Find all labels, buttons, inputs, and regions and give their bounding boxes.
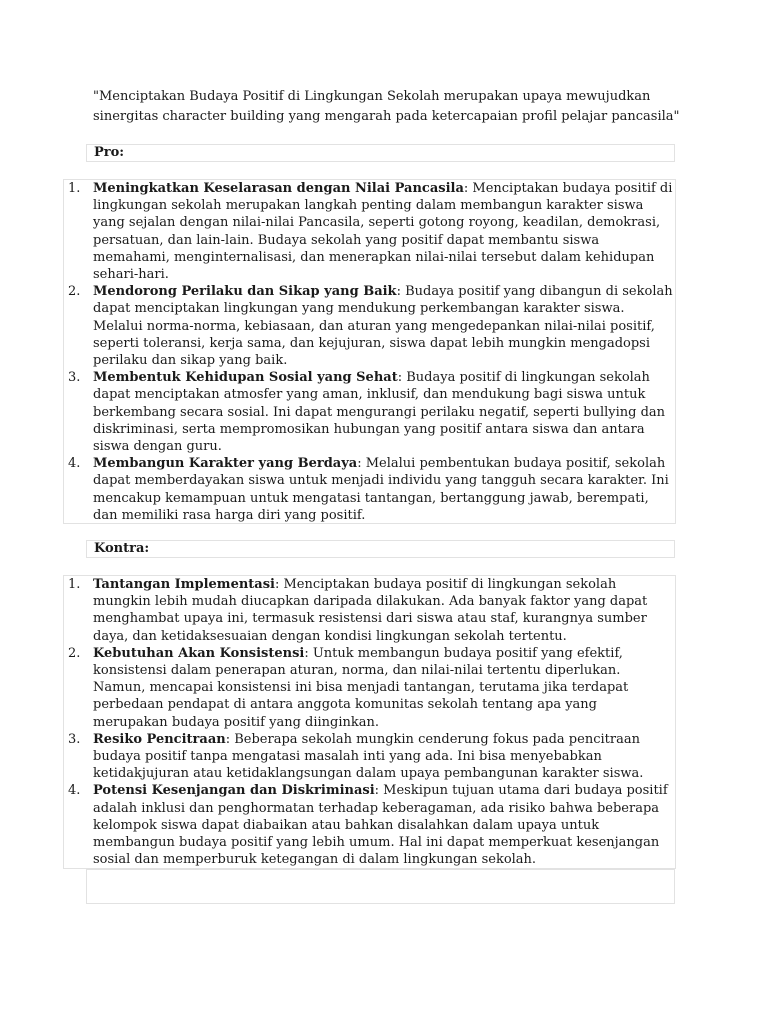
list-number: 1. xyxy=(68,181,81,196)
kontra-heading: Kontra: xyxy=(94,541,150,556)
pro-heading: Pro: xyxy=(94,145,125,160)
list-item-term: Resiko Pencitraan xyxy=(93,731,226,747)
list-item-term: Mendorong Perilaku dan Sikap yang Baik xyxy=(93,284,397,300)
list-item-term: Membangun Karakter yang Berdaya xyxy=(93,456,358,472)
list-item-term: Kebutuhan Akan Konsistensi xyxy=(93,645,305,661)
pro-list-box xyxy=(63,179,676,524)
list-number: 3. xyxy=(68,370,81,386)
list-item-text: : Untuk membangun budaya positif yang efektif, konsistensi dalam penerapan aturan, norma, dan nilai-nilai tertentu diperlukan. Namun, mencapai konsistensi ini bisa menjadi tantangan, terutama jika terdapat perbedaan pendapat di antara anggota komunitas sekolah tentang apa yang merupakan budaya positif yang diinginkan. xyxy=(93,645,629,730)
list-item-text: : Meskipun tujuan utama dari budaya positif adalah inklusi dan penghormatan terhadap keberagaman, ada risiko bahwa beberapa kelompok siswa dapat diabaikan atau bahkan disalahkan dalam upaya untuk membangun budaya positif yang lebih umum. Hal ini dapat memperkuat kesenjangan sosial dan memperburuk ketegangan di dalam lingkungan sekolah. xyxy=(93,783,668,868)
list-item-text: : Beberapa sekolah mungkin cenderung fokus pada pencitraan budaya positif tanpa mengatasi masalah inti yang ada. Ini bisa menyebabkan ketidakjujuran atau ketidaklangsungan dalam upaya pembangunan karakter siswa. xyxy=(93,731,644,782)
list-item-term: Meningkatkan Keselarasan dengan Nilai Pancasila xyxy=(93,181,464,196)
kontra-list-item xyxy=(64,576,675,645)
pro-list xyxy=(64,180,675,524)
kontra-list-item xyxy=(64,782,675,868)
list-number: 2. xyxy=(68,645,81,661)
list-item-term: Membentuk Kehidupan Sosial yang Sehat xyxy=(93,370,398,386)
kontra-list xyxy=(64,576,675,868)
list-number: 4. xyxy=(68,783,81,799)
kontra-list-item xyxy=(64,645,675,731)
list-item-text: : Menciptakan budaya positif di lingkungan sekolah merupakan langkah penting dalam membangun karakter siswa yang sejalan dengan nilai-nilai Pancasila, seperti gotong royong, keadilan, demokrasi, persatuan, dan lain-lain. Budaya sekolah yang positif dapat membantu siswa memahami, menginternalisasi, dan menerapkan nilai-nilai tersebut dalam kehidupan sehari-hari. xyxy=(93,181,673,283)
pro-list-item xyxy=(64,283,675,369)
list-item-term: Potensi Kesenjangan dan Diskriminasi xyxy=(93,783,375,799)
list-item-text: : Budaya positif di lingkungan sekolah dapat menciptakan atmosfer yang aman, inklusif, dan mendukung bagi siswa untuk berkembang secara sosial. Ini dapat mengurangi perilaku negatif, seperti bullying dan diskriminasi, serta mempromosikan hubungan yang positif antara siswa dan antara siswa dengan guru. xyxy=(93,370,666,455)
list-number: 2. xyxy=(68,284,81,300)
list-item-text: : Melalui pembentukan budaya positif, sekolah dapat memberdayakan siswa untuk menjadi individu yang tangguh secara karakter. Ini mencakup kemampuan untuk mengatasi tantangan, bertanggung jawab, berempati, dan memiliki rasa harga diri yang positif. xyxy=(93,456,669,523)
pro-list-item xyxy=(64,369,675,455)
kontra-list-box xyxy=(63,575,676,869)
pro-list-item xyxy=(64,180,675,283)
kontra-list-item xyxy=(64,731,675,783)
kontra-heading-box xyxy=(86,540,675,558)
pro-heading-box xyxy=(86,144,675,162)
list-number: 4. xyxy=(68,456,81,472)
list-item-term: Tantangan Implementasi xyxy=(93,577,275,592)
list-item-text: : Budaya positif yang dibangun di sekolah dapat menciptakan lingkungan yang mendukung perkembangan karakter siswa. Melalui norma-norma, kebiasaan, dan aturan yang mengedepankan nilai-nilai positif, seperti toleransi, kerja sama, dan kejujuran, siswa dapat lebih mungkin mengadopsi perilaku dan sikap yang baik. xyxy=(93,284,673,369)
pro-list-item xyxy=(64,455,675,524)
list-item-text: : Menciptakan budaya positif di lingkungan sekolah mungkin lebih mudah diucapkan daripada dilakukan. Ada banyak faktor yang dapat menghambat upaya ini, termasuk resistensi dari siswa atau staf, kurangnya sumber daya, dan ketidaksesuaian dengan kondisi lingkungan sekolah tertentu. xyxy=(93,577,648,644)
empty-table-cell xyxy=(86,869,675,904)
document-title: "Menciptakan Budaya Positif di Lingkungan Sekolah merupakan upaya mewujudkan sinergitas character building yang mengarah pada ketercapaian profil pelajar pancasila" xyxy=(93,89,680,124)
list-number: 1. xyxy=(68,577,81,592)
list-number: 3. xyxy=(68,731,81,747)
